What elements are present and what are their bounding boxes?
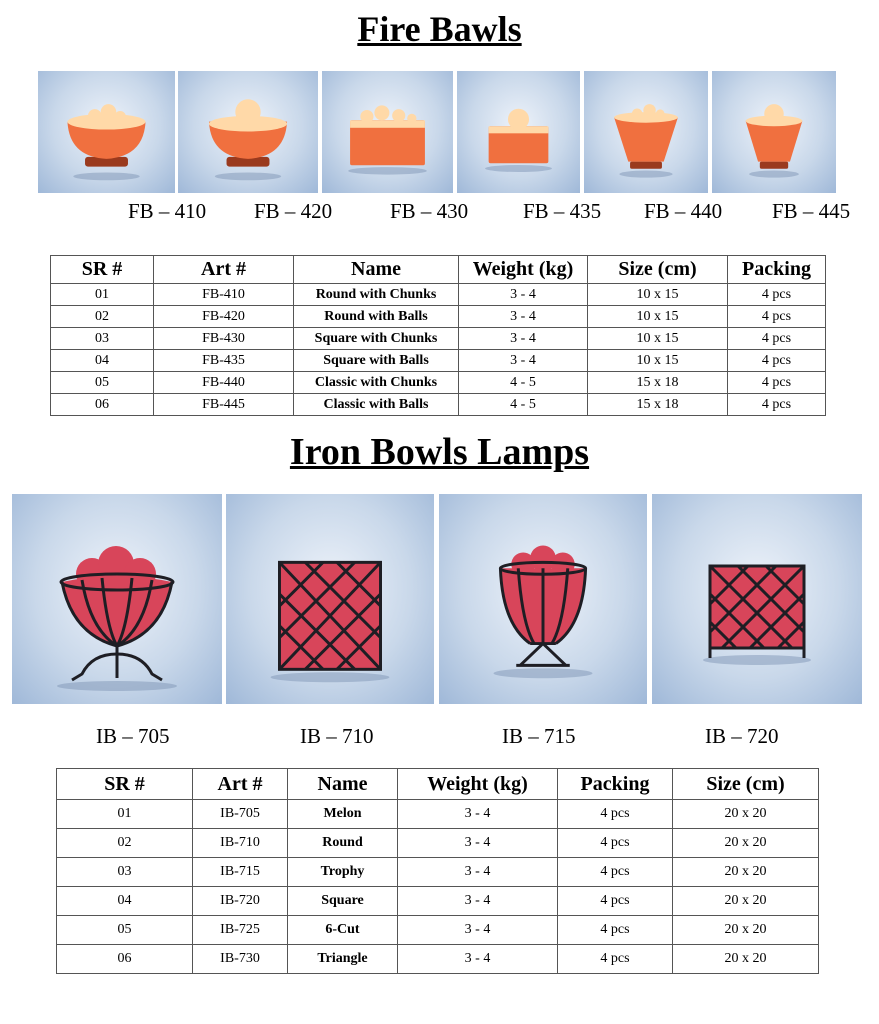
cell-art: IB-705	[193, 800, 288, 829]
cell-size: 10 x 15	[588, 306, 728, 328]
cell-sr: 05	[57, 916, 193, 945]
ib-710-label: IB – 710	[300, 724, 374, 748]
cell-weight: 3 - 4	[398, 858, 558, 887]
cell-sr: 01	[51, 284, 154, 306]
fb-445-label: FB – 445	[772, 199, 851, 223]
cell-packing: 4 pcs	[728, 284, 826, 306]
cell-art: IB-730	[193, 945, 288, 974]
cell-packing: 4 pcs	[558, 800, 673, 829]
fb-435-lamp-image	[457, 71, 580, 193]
fb-410-photo	[38, 71, 175, 193]
ib-715-lamp-image	[439, 494, 647, 704]
col-header-sr: SR #	[57, 769, 193, 800]
table-row	[57, 916, 819, 945]
table-row	[51, 394, 826, 416]
fb-410-label: FB – 410	[128, 199, 207, 223]
cell-name: Classic with Chunks	[294, 372, 459, 394]
cell-art: IB-720	[193, 887, 288, 916]
cell-packing: 4 pcs	[728, 394, 826, 416]
cell-packing: 4 pcs	[558, 829, 673, 858]
table-row	[51, 372, 826, 394]
col-header-sr: SR #	[51, 256, 154, 284]
fb-420-photo	[178, 71, 318, 193]
ib-705-photo	[12, 494, 222, 704]
cell-size: 10 x 15	[588, 350, 728, 372]
cell-size: 20 x 20	[673, 916, 819, 945]
cell-art: FB-435	[154, 350, 294, 372]
table-row	[51, 328, 826, 350]
ib-715-label: IB – 715	[502, 724, 576, 748]
cell-sr: 04	[57, 887, 193, 916]
cell-name: Square with Chunks	[294, 328, 459, 350]
cell-sr: 03	[51, 328, 154, 350]
cell-sr: 05	[51, 372, 154, 394]
cell-packing: 4 pcs	[728, 350, 826, 372]
cell-weight: 3 - 4	[459, 306, 588, 328]
col-header-art: Art #	[193, 769, 288, 800]
cell-packing: 4 pcs	[558, 858, 673, 887]
cell-weight: 3 - 4	[398, 916, 558, 945]
cell-weight: 4 - 5	[459, 372, 588, 394]
cell-packing: 4 pcs	[558, 887, 673, 916]
cell-art: IB-715	[193, 858, 288, 887]
cell-art: FB-410	[154, 284, 294, 306]
table-row	[57, 829, 819, 858]
cell-art: FB-440	[154, 372, 294, 394]
ib-705-label: IB – 705	[96, 724, 170, 748]
fb-445-lamp-image	[712, 71, 836, 193]
cell-weight: 3 - 4	[398, 945, 558, 974]
cell-name: Square with Balls	[294, 350, 459, 372]
col-header-weight: Weight (kg)	[398, 769, 558, 800]
fb-430-lamp-image	[322, 71, 453, 193]
cell-size: 15 x 18	[588, 372, 728, 394]
col-header-size: Size (cm)	[588, 256, 728, 284]
ib-720-lamp-image	[652, 494, 862, 704]
ib-720-label: IB – 720	[705, 724, 779, 748]
fire-bowls-title: Fire Bawls	[357, 9, 522, 49]
cell-name: Triangle	[288, 945, 398, 974]
cell-sr: 02	[51, 306, 154, 328]
cell-size: 10 x 15	[588, 284, 728, 306]
cell-name: Round	[288, 829, 398, 858]
col-header-packing: Packing	[728, 256, 826, 284]
cell-size: 15 x 18	[588, 394, 728, 416]
cell-weight: 3 - 4	[459, 350, 588, 372]
cell-packing: 4 pcs	[728, 328, 826, 350]
cell-weight: 3 - 4	[398, 829, 558, 858]
ib-715-photo	[439, 494, 647, 704]
fb-435-photo	[457, 71, 580, 193]
col-header-packing: Packing	[558, 769, 673, 800]
cell-weight: 3 - 4	[459, 328, 588, 350]
cell-art: IB-710	[193, 829, 288, 858]
cell-name: Melon	[288, 800, 398, 829]
ib-710-lamp-image	[226, 494, 434, 704]
fb-445-photo	[712, 71, 836, 193]
table-row	[57, 887, 819, 916]
fb-430-label: FB – 430	[390, 199, 469, 223]
cell-sr: 06	[51, 394, 154, 416]
cell-packing: 4 pcs	[728, 372, 826, 394]
fb-440-label: FB – 440	[644, 199, 723, 223]
cell-size: 20 x 20	[673, 800, 819, 829]
cell-art: IB-725	[193, 916, 288, 945]
table-header-row	[57, 769, 819, 800]
table-row	[51, 306, 826, 328]
col-header-art: Art #	[154, 256, 294, 284]
cell-name: Round with Chunks	[294, 284, 459, 306]
cell-size: 20 x 20	[673, 887, 819, 916]
iron-bowls-title: Iron Bowls Lamps	[289, 431, 590, 473]
fb-420-lamp-image	[178, 71, 318, 193]
table-header-row	[51, 256, 826, 284]
col-header-weight: Weight (kg)	[459, 256, 588, 284]
iron-bowls-table	[56, 768, 819, 974]
cell-weight: 3 - 4	[459, 284, 588, 306]
fb-430-photo	[322, 71, 453, 193]
ib-710-photo	[226, 494, 434, 704]
ib-720-photo	[652, 494, 862, 704]
cell-packing: 4 pcs	[558, 916, 673, 945]
cell-weight: 3 - 4	[398, 887, 558, 916]
cell-name: Trophy	[288, 858, 398, 887]
cell-size: 10 x 15	[588, 328, 728, 350]
fb-435-label: FB – 435	[523, 199, 602, 223]
fb-440-lamp-image	[584, 71, 708, 193]
cell-sr: 06	[57, 945, 193, 974]
col-header-name: Name	[288, 769, 398, 800]
cell-size: 20 x 20	[673, 858, 819, 887]
cell-weight: 4 - 5	[459, 394, 588, 416]
fb-420-label: FB – 420	[254, 199, 333, 223]
table-row	[51, 284, 826, 306]
table-row	[57, 800, 819, 829]
cell-size: 20 x 20	[673, 945, 819, 974]
cell-art: FB-430	[154, 328, 294, 350]
table-row	[57, 945, 819, 974]
fb-440-photo	[584, 71, 708, 193]
cell-size: 20 x 20	[673, 829, 819, 858]
cell-name: 6-Cut	[288, 916, 398, 945]
cell-packing: 4 pcs	[558, 945, 673, 974]
cell-sr: 01	[57, 800, 193, 829]
cell-sr: 02	[57, 829, 193, 858]
ib-705-lamp-image	[12, 494, 222, 704]
table-row	[51, 350, 826, 372]
table-row	[57, 858, 819, 887]
cell-name: Square	[288, 887, 398, 916]
cell-weight: 3 - 4	[398, 800, 558, 829]
cell-art: FB-420	[154, 306, 294, 328]
cell-sr: 03	[57, 858, 193, 887]
fb-410-lamp-image	[38, 71, 175, 193]
fire-bowls-table	[50, 255, 826, 416]
cell-name: Classic with Balls	[294, 394, 459, 416]
cell-name: Round with Balls	[294, 306, 459, 328]
cell-art: FB-445	[154, 394, 294, 416]
col-header-name: Name	[294, 256, 459, 284]
cell-packing: 4 pcs	[728, 306, 826, 328]
cell-sr: 04	[51, 350, 154, 372]
col-header-size: Size (cm)	[673, 769, 819, 800]
